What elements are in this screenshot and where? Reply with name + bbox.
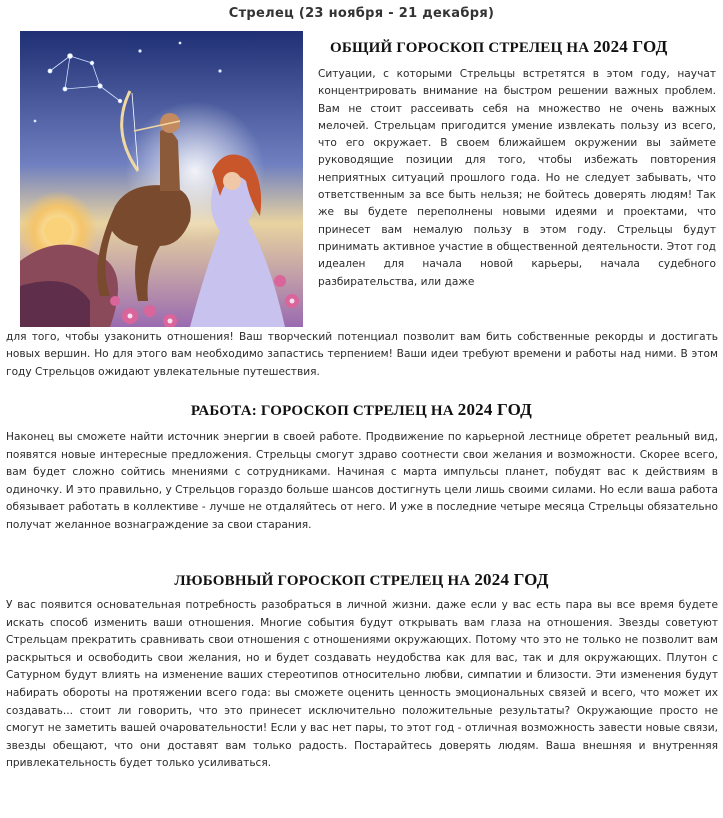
- page-title: Стрелец (23 ноября - 21 декабря): [228, 6, 495, 21]
- work-horoscope-text: Наконец вы сможете найти источник энергии в своей работе. Продвижение по карьерной лестнице обретет реальный вид, появятся новые интересные предложения. Стрельцы смогут здраво соотнести свои желания и возможности. Скорее всего, вам будет сложно сойтись мнениями с сотрудниками. Начиная с марта импульсы планет, побудят вас к действиям в одиночку. И это правильно, у Стрельцов гораздо больше шансов достигнуть цели лишь своими силами. Но если ваша работа обязывает работать в коллективе - лучше не отдаляйтесь от него. И уже в последние четыре месяца Стрельцы обязательно получат желанное вознаграждение за свои старания.: [6, 431, 718, 531]
- general-horoscope-text-continued: для того, чтобы узаконить отношения! Ваш творческий потенциал позволит вам бить собственные рекорды и достигать новых вершин. Но для этого вам необходимо запастись терпением! Ваши идеи требуют времени и работы над ними. В этом году Стрельцов ожидают увлекательные путешествия.: [6, 331, 718, 378]
- section-title-year: 2024 ГОД: [474, 570, 549, 589]
- section-title-work: [0, 400, 723, 420]
- section-title-year: 2024 ГОД: [457, 400, 533, 419]
- section-title-prefix: ЛЮБОВНЫЙ ГОРОСКОП СТРЕЛЕЦ НА: [174, 573, 471, 589]
- love-horoscope-text: У вас появится основательная потребность разобраться в личной жизни. даже если у вас есть пара вы все время будете искать способ изменить ваши отношения. Многие события будут открывать вам глаза на отношения. Звезды советуют Стрельцам прекратить сравнивать свои отношения с отношениями окружающих. Потому что это не только не позволит вам раскрыться и освободить свои желания, но и будет создавать неудобства как для вас, так и для окружающих. Плутон с Сатурном будут влиять на изменение ваших стереотипов относительно любви, симпатии и близости. Эти изменения будут набирать обороты на протяжении всего года: вы сможете оценить ценность эмоциональных связей и всего, что может их создавать... стоит ли говорить, что это принесет исключительно положительные результаты? Окружающие просто не смогут не заметить вашей очаровательности! Если у вас нет пары, то этот год - отличная возможность завести новые связи, звезды обещают, что они доставят вам только радость. Постарайтесь доверять людям. Ваша внешняя и внутренняя привлекательность будет только усиливаться.: [6, 599, 718, 770]
- section-title-general: [330, 37, 720, 57]
- section-title-prefix: РАБОТА: ГОРОСКОП СТРЕЛЕЦ НА: [190, 403, 454, 419]
- sagittarius-centaur-archer-illustration: [20, 31, 303, 327]
- sagittarius-illustration: [20, 31, 303, 327]
- section-title-year: 2024 ГОД: [593, 37, 668, 56]
- general-horoscope-text: Ситуации, с которыми Стрельцы встретятся в этом году, научат концентрировать внимание на быстром решении важных проблем. Вам не стоит рассеивать себя на множество не очень важных мелочей. Стрельцам пригодится умение извлекать пользу из всего, что его окружает. В своем ближайшем окружении вы займете руководящие позиции для того, чтобы избежать повторения неприятных ситуаций прошлого года. Но не следует забывать, что ответственным за все быть нельзя; не бойтесь доверять людям! Так же вы будете переполнены новыми идеями и проектами, что принесет вам немалую пользу в этом году. Стрельцы будут принимать активное участие в общественной деятельности. Этот год идеален для начала новой карьеры, начала судебного разбирательства, или даже: [318, 68, 716, 288]
- section-title-prefix: ОБЩИЙ ГОРОСКОП СТРЕЛЕЦ НА: [330, 40, 590, 56]
- section-title-love: [0, 570, 723, 590]
